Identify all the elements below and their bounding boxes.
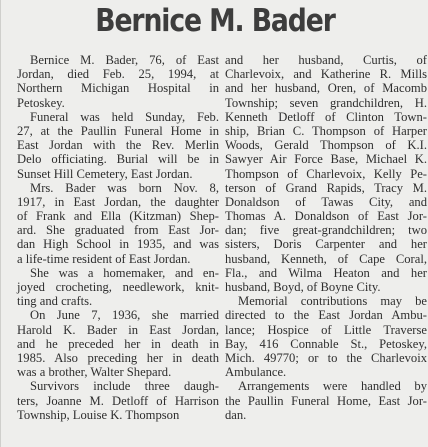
text-line: Sawyer Air Force Base, Michael K.: [225, 152, 427, 167]
text-column-left: [17, 53, 219, 422]
text-line: ters, Joanne M. Detloff of Harrison: [17, 393, 219, 408]
text-line: and her husband, Oren, of Macomb: [225, 81, 427, 96]
text-line: Petoskey.: [17, 95, 65, 110]
text-line: and he preceded her in death in: [17, 336, 219, 351]
text-line: On June 7, 1936, she married: [30, 308, 219, 323]
text-line: Sunset Hill Cemetery, East Jordan.: [17, 166, 193, 181]
text-line: Harold K. Bader in East Jordan,: [17, 322, 219, 337]
text-line: sisters, Doris Carpenter and her: [225, 237, 427, 252]
text-line: Memorial contributions may be: [238, 294, 427, 309]
text-line: dan High School in 1935, and was: [17, 237, 219, 252]
text-line: Survivors include three daugh-: [30, 379, 219, 394]
text-line: East Jordan with the Rev. Merlin: [17, 138, 219, 153]
text-line: Woods, Gerald Thompson of K.I.: [225, 138, 427, 153]
text-line: dan; five great-grandchildren; two: [225, 223, 427, 238]
text-column-right: [225, 53, 427, 422]
text-line: Donaldson of Tawas City, and: [225, 194, 427, 209]
text-line: directed to the East Jordan Ambu-: [225, 308, 427, 323]
text-line: Kenneth Detloff of Clinton Town-: [225, 109, 427, 124]
text-line: husband, Boyd, of Boyne City.: [225, 280, 381, 294]
obituary-headline: Bernice M. Bader: [95, 3, 335, 39]
text-line: terson of Grand Rapids, Tracy M.: [225, 180, 427, 195]
text-line: ard. She graduated from East Jor-: [17, 223, 219, 238]
text-line: Thompson of Charlevoix, Kelly Pe-: [225, 166, 427, 181]
text-line: lance; Hospice of Little Traverse: [225, 322, 427, 337]
text-line: ting and crafts.: [17, 294, 93, 309]
text-line: Funeral was held Sunday, Feb.: [30, 109, 219, 124]
text-line: Bernice M. Bader, 76, of East: [30, 53, 219, 67]
text-line: ship, Brian C. Thompson of Harper: [225, 123, 427, 138]
text-line: Ambulance.: [225, 365, 287, 380]
text-line: Township, Louise K. Thompson: [17, 407, 180, 422]
text-line: Delo officiating. Burial will be in: [17, 152, 219, 167]
text-line: Township; seven grandchildren, H.: [225, 95, 427, 110]
text-line: 1985. Also preceding her in death: [17, 350, 219, 365]
text-line: joyed crocheting, needlework, knit-: [17, 280, 219, 294]
text-line: Mrs. Bader was born Nov. 8,: [30, 180, 219, 195]
text-line: was a brother, Walter Shepard.: [17, 365, 172, 380]
text-line: dan.: [225, 407, 247, 422]
text-line: Thomas A. Donaldson of East Jor-: [225, 209, 427, 224]
text-line: She was a homemaker, and en-: [30, 265, 219, 280]
text-line: and her husband, Curtis, of: [225, 53, 427, 67]
text-line: a life-time resident of East Jordan.: [17, 251, 191, 266]
text-line: Fla., and Wilma Heaton and her: [225, 265, 427, 280]
text-line: Jordan, died Feb. 25, 1994, at: [17, 67, 219, 82]
text-line: husband, Kenneth, of Cape Coral,: [225, 251, 427, 266]
text-line: Charlevoix, and Katherine R. Mills: [225, 67, 427, 82]
text-line: 1917, in East Jordan, the daughter: [17, 194, 219, 209]
text-line: Arrangements were handled by: [238, 379, 427, 394]
text-line: 27, at the Paullin Funeral Home in: [17, 123, 219, 138]
text-line: the Paullin Funeral Home, East Jor-: [225, 393, 427, 408]
text-line: Northern Michigan Hospital in: [17, 81, 219, 96]
text-line: of Frank and Ella (Kitzman) Shep-: [17, 209, 219, 224]
text-line: Mich. 49770; or to the Charlevoix: [225, 350, 427, 365]
text-line: Bay, 416 Connable St., Petoskey,: [225, 336, 427, 351]
